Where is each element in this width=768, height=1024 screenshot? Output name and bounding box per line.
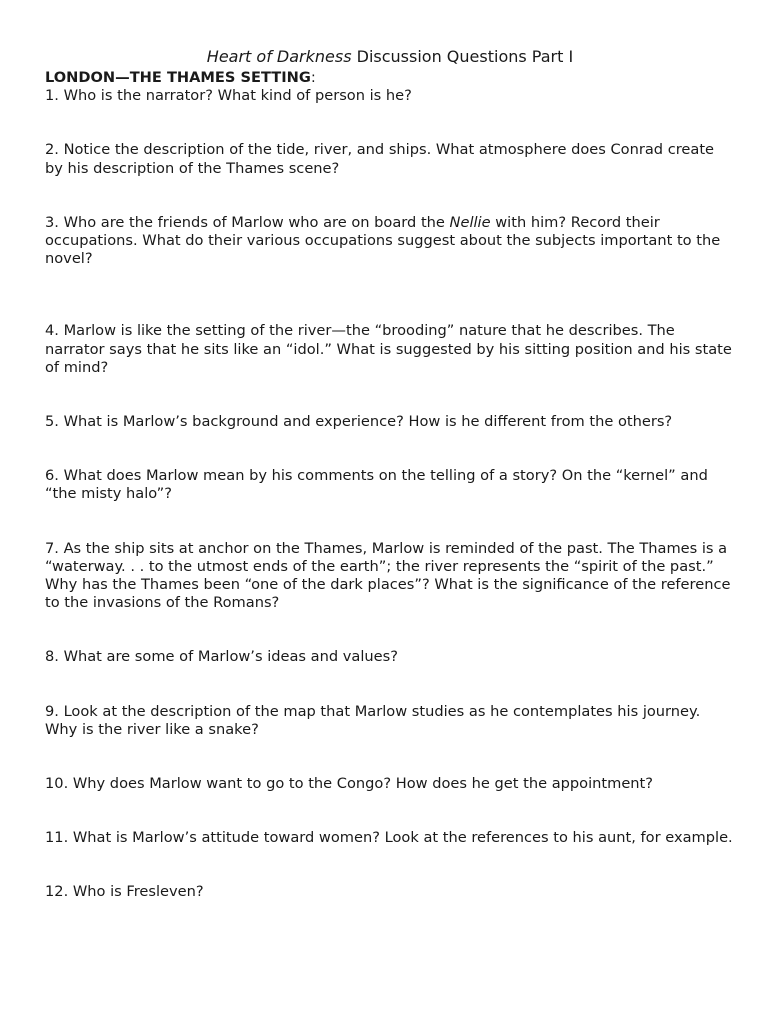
question-6: 6. What does Marlow mean by his comments on the telling of a story? On the “kernel” and “the misty halo”?: [45, 467, 708, 503]
question-7-part-1: 7. As the ship sits at anchor on the Thames, Marlow is reminded of the past. The Thames is a “waterway. . . to the utmost ends of the earth”; the river represents the “spirit of the past.”: [45, 539, 728, 575]
question-5: 5. What is Marlow’s background and experience? How is he different from the others?: [45, 413, 673, 431]
question-4: 4. Marlow is like the setting of the river—the “brooding” nature that he describes. The narrator says that he sits like an “idol.” What is suggested by his sitting position and his state of mind?: [45, 322, 732, 376]
question-11: 11. What is Marlow’s attitude toward women? Look at the references to his aunt, for example.: [45, 829, 733, 847]
question-3-after: with him? Record their occupations. What do their various occupations suggest about the subjects important to the novel?: [45, 213, 721, 268]
question-7-part-2: Why has the Thames been “one of the dark places”? What is the significance of the reference to the invasions of the Romans?: [45, 576, 731, 612]
page-title: [45, 47, 735, 67]
question-9: 9. Look at the description of the map that Marlow studies as he contemplates his journey. Why is the river like a snake?: [45, 702, 701, 738]
question-1: 1. Who is the narrator? What kind of person is he?: [45, 87, 412, 105]
document-page: [45, 47, 735, 902]
question-7: [45, 540, 735, 613]
question-3-ship-name: Nellie: [449, 213, 491, 231]
question-3: [45, 214, 735, 269]
question-3-before: 3. Who are the friends of Marlow who are on board the: [45, 213, 450, 231]
section-heading-text: LONDON—THE THAMES SETTING: [45, 69, 311, 86]
question-10: 10. Why does Marlow want to go to the Congo? How does he get the appointment?: [45, 775, 654, 793]
question-2: 2. Notice the description of the tide, river, and ships. What atmosphere does Conrad create by his description of the Thames scene?: [45, 141, 715, 177]
question-12: 12. Who is Fresleven?: [45, 883, 204, 901]
title-book-name: Heart of Darkness: [206, 47, 352, 66]
title-rest: Discussion Questions Part I: [351, 47, 574, 66]
question-8: 8. What are some of Marlow’s ideas and values?: [45, 648, 398, 666]
section-heading-colon: :: [310, 69, 316, 86]
section-heading: [45, 69, 735, 87]
